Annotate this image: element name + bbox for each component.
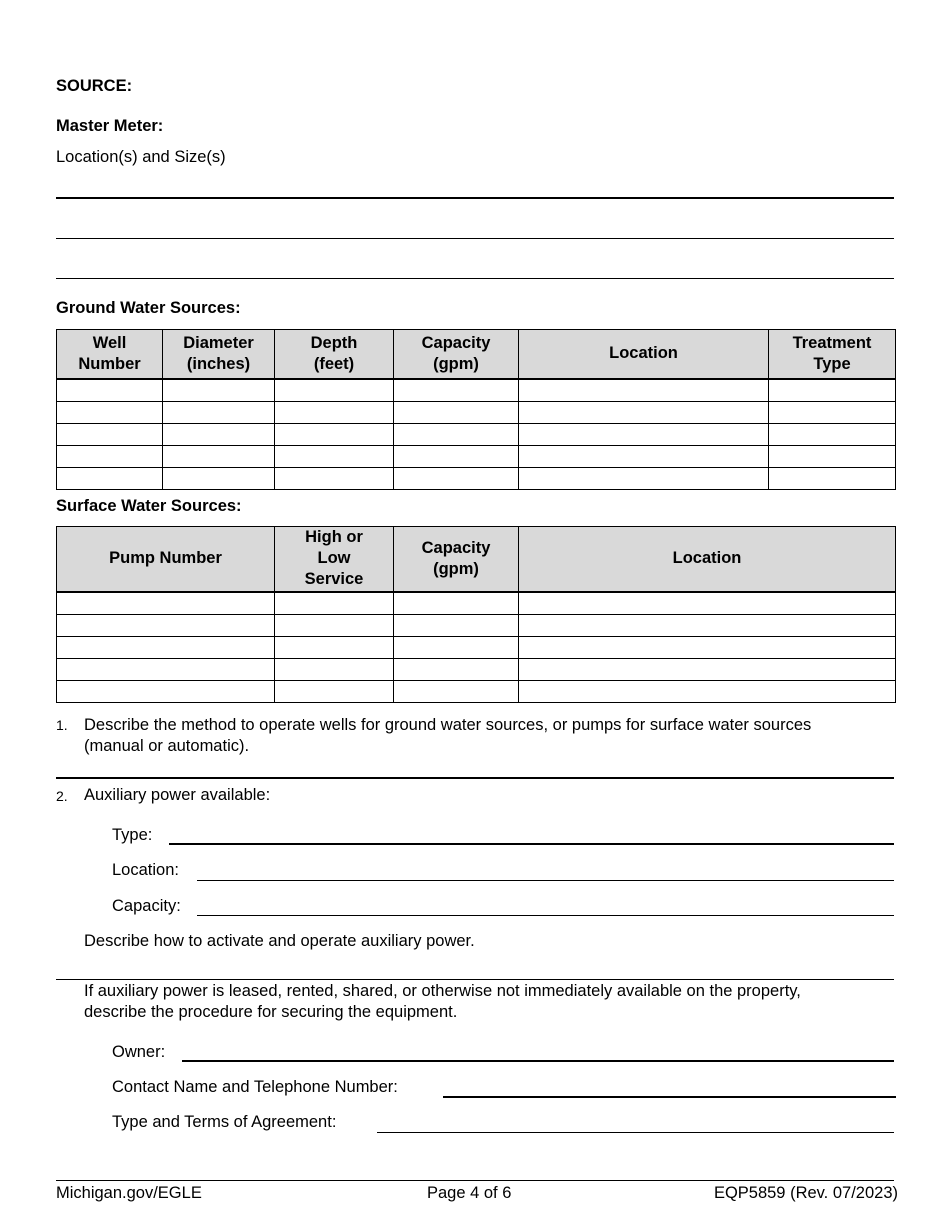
table-cell[interactable] (275, 379, 394, 402)
gw-col-well-number (57, 330, 163, 379)
table-cell[interactable] (519, 467, 769, 489)
describe-activate-answer-line[interactable] (56, 979, 894, 980)
table-cell[interactable] (769, 401, 896, 423)
table-cell[interactable] (519, 445, 769, 467)
table-cell[interactable] (769, 379, 896, 402)
q1-number: 1. (56, 717, 68, 733)
table-cell[interactable] (275, 614, 394, 636)
gw-col-label: Well Number (78, 333, 141, 373)
table-row (57, 680, 896, 702)
aux-location-field[interactable] (197, 880, 894, 881)
sw-col-pump-number (57, 527, 275, 592)
table-cell[interactable] (519, 614, 896, 636)
table-cell[interactable] (57, 379, 163, 402)
table-row (57, 614, 896, 636)
table-cell[interactable] (519, 680, 896, 702)
describe-activate-text: Describe how to activate and operate auxiliary power. (84, 932, 475, 950)
table-cell[interactable] (57, 423, 163, 445)
table-cell[interactable] (57, 680, 275, 702)
table-cell[interactable] (394, 614, 519, 636)
table-cell[interactable] (394, 636, 519, 658)
table-cell[interactable] (275, 467, 394, 489)
footer-website-link[interactable]: Michigan.gov/EGLE (56, 1184, 202, 1202)
sw-col-location (519, 527, 896, 592)
q2-number: 2. (56, 788, 68, 804)
owner-field[interactable] (182, 1060, 894, 1062)
table-cell[interactable] (57, 401, 163, 423)
footer-page-number: Page 4 of 6 (427, 1184, 512, 1202)
terms-field[interactable] (377, 1132, 894, 1133)
table-cell[interactable] (394, 680, 519, 702)
table-cell[interactable] (275, 636, 394, 658)
table-cell[interactable] (163, 401, 275, 423)
surface-water-table (56, 526, 896, 703)
master-meter-title: Master Meter: (56, 117, 164, 135)
gw-col-depth (275, 330, 394, 379)
table-cell[interactable] (275, 680, 394, 702)
table-cell[interactable] (394, 423, 519, 445)
table-cell[interactable] (275, 401, 394, 423)
master-meter-subtitle: Location(s) and Size(s) (56, 148, 226, 166)
table-cell[interactable] (394, 379, 519, 402)
table-cell[interactable] (769, 423, 896, 445)
table-cell[interactable] (519, 379, 769, 402)
gw-col-label: Diameter (inches) (183, 333, 254, 373)
master-meter-line-3[interactable] (56, 278, 894, 279)
ground-water-table (56, 329, 896, 490)
table-cell[interactable] (163, 467, 275, 489)
surface-water-title: Surface Water Sources: (56, 497, 242, 515)
owner-label: Owner: (112, 1043, 166, 1061)
table-cell[interactable] (163, 445, 275, 467)
table-cell[interactable] (394, 401, 519, 423)
table-cell[interactable] (163, 379, 275, 402)
sw-col-capacity (394, 527, 519, 592)
table-cell[interactable] (519, 592, 896, 615)
table-cell[interactable] (275, 658, 394, 680)
table-cell[interactable] (769, 445, 896, 467)
gw-col-capacity (394, 330, 519, 379)
table-cell[interactable] (57, 636, 275, 658)
gw-col-treatment-type (769, 330, 896, 379)
master-meter-line-2[interactable] (56, 238, 894, 239)
table-row (57, 658, 896, 680)
contact-label: Contact Name and Telephone Number: (112, 1078, 398, 1096)
table-row (57, 379, 896, 402)
sw-col-service (275, 527, 394, 592)
q1-answer-line[interactable] (56, 777, 894, 779)
aux-location-label: Location: (112, 861, 179, 879)
table-cell[interactable] (394, 658, 519, 680)
sw-col-label: Capacity (gpm) (421, 538, 491, 578)
terms-label: Type and Terms of Agreement: (112, 1113, 337, 1131)
table-cell[interactable] (275, 423, 394, 445)
sw-col-label: Pump Number (109, 549, 222, 568)
table-cell[interactable] (57, 467, 163, 489)
table-cell[interactable] (57, 614, 275, 636)
table-cell[interactable] (519, 423, 769, 445)
table-row (57, 467, 896, 489)
section-heading: SOURCE: (56, 77, 133, 95)
aux-type-field[interactable] (169, 843, 894, 845)
aux-type-label: Type: (112, 826, 153, 844)
sw-col-label: High or Low Service (304, 528, 364, 589)
q2-text: Auxiliary power available: (84, 786, 271, 804)
gw-col-label: Depth (feet) (310, 333, 358, 373)
table-cell[interactable] (57, 592, 275, 615)
table-cell[interactable] (769, 467, 896, 489)
table-cell[interactable] (519, 658, 896, 680)
leased-text: If auxiliary power is leased, rented, shared, or otherwise not immediately available on the property, describe the procedure for securing the equipment. (84, 982, 801, 1021)
table-cell[interactable] (394, 592, 519, 615)
master-meter-line-1[interactable] (56, 197, 894, 199)
table-row (57, 401, 896, 423)
gw-col-label: Location (609, 344, 678, 363)
table-cell[interactable] (519, 401, 769, 423)
aux-capacity-label: Capacity: (112, 897, 181, 915)
table-cell[interactable] (57, 445, 163, 467)
gw-col-label: Treatment Type (792, 333, 872, 373)
footer-form-id: EQP5859 (Rev. 07/2023) (713, 1184, 898, 1202)
aux-capacity-field[interactable] (197, 915, 894, 916)
table-cell[interactable] (394, 467, 519, 489)
ground-water-title: Ground Water Sources: (56, 299, 241, 317)
footer-divider (56, 1180, 894, 1181)
table-row (57, 423, 896, 445)
contact-field[interactable] (443, 1096, 896, 1098)
q1-text: Describe the method to operate wells for ground water sources, or pumps for surface water sources (manual or automatic). (84, 716, 812, 755)
table-cell[interactable] (275, 445, 394, 467)
table-row (57, 445, 896, 467)
gw-col-diameter (163, 330, 275, 379)
sw-col-label: Location (672, 549, 742, 568)
table-row (57, 636, 896, 658)
table-cell[interactable] (394, 445, 519, 467)
table-cell[interactable] (519, 636, 896, 658)
gw-col-label: Capacity (gpm) (421, 333, 491, 373)
gw-col-location (519, 330, 769, 379)
table-row (57, 592, 896, 615)
table-cell[interactable] (163, 423, 275, 445)
table-cell[interactable] (57, 658, 275, 680)
table-cell[interactable] (275, 592, 394, 615)
